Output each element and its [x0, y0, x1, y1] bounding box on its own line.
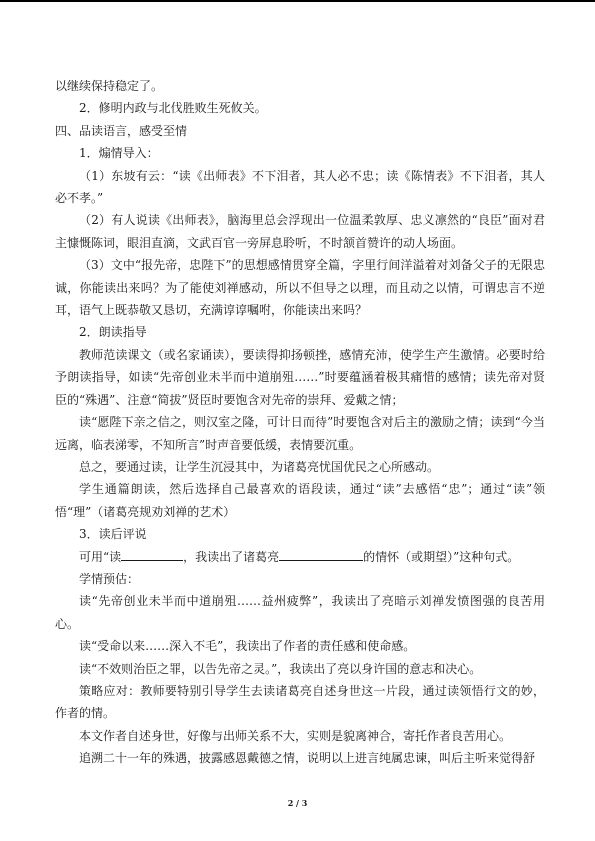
fill-sentence-part3: 的情怀（或期望）”这种句式。	[363, 549, 520, 564]
paragraph: （1）东坡有云：“读《出师表》不下泪者，其人必不忠；读《陈情表》不下泪者，其人必不孝。”	[55, 168, 545, 206]
paragraph: 教师范读课文（或名家诵读），要读得抑扬顿挫，感情充沛，使学生产生激情。必要时给予朗读指导，如读“先帝创业未半而中道崩殂……”时要蕴涵着极其痛惜的感情；读先帝对贤臣的“殊遇”、注意“简拔”贤臣时要饱含对先帝的崇拜、爱戴之情；	[55, 347, 545, 407]
top-border-line	[0, 0, 595, 2]
paragraph: 读“受命以来……深入不毛”，我读出了作者的责任感和使命感。	[79, 639, 416, 654]
paragraph: 学生通篇朗读，然后选择自己最喜欢的语段读，通过“读”去感悟“忠”；通过“读”领悟“理”（诸葛亮规劝刘禅的艺术）	[55, 482, 545, 519]
paragraph: 总之，要通过读，让学生沉浸其中，为诸葛亮忧国优民之心所感动。	[79, 459, 440, 474]
paragraph: 读“愿陛下亲之信之，则汉室之隆，可计日而待”时要饱含对后主的激励之情；读到“今当远离，临表涕零，不知所言”时声音要低缓，表情要沉重。	[55, 415, 545, 452]
paragraph: （3）文中“报先帝，忠陛下”的思想感情贯穿全篇，字里行间洋溢着对刘备父子的无限忠诚，你能读出来吗？为了能使刘禅感动，所以不但导之以理，而且动之以情，可谓忠言不逆耳，语气上既恭敬又恳切，充满谆谆嘱咐，你能读出来吗？	[55, 258, 545, 318]
paragraph-group-1	[55, 75, 545, 546]
paragraph: 3．读后评说	[79, 527, 147, 542]
paragraph: 读“不效则治臣之罪，以告先帝之灵。”，我读出了亮以身许国的意志和决心。	[79, 661, 482, 676]
paragraph: 本文作者自述身世，好像与出师关系不大，实则是貌离神合，寄托作者良苦用心。	[79, 728, 512, 743]
page-number: 2 / 3	[287, 798, 308, 808]
fill-in-sentence	[55, 546, 545, 568]
fill-blank-1	[121, 546, 183, 561]
fill-sentence-part1: 可用“读	[79, 549, 122, 564]
paragraph: 追溯二十一年的殊遇，披露感恩戴德之情，说明以上进言纯属忠谏，叫后主听来觉得舒	[79, 751, 536, 766]
paragraph-group-2	[55, 568, 545, 770]
paragraph: （2）有人说读《出师表》，脑海里总会浮现出一位温柔敦厚、忠义凛然的“良臣”面对君主慷慨陈词，眼泪直滴，文武百官一旁屏息聆听，不时颔首赞许的动人场面。	[55, 213, 545, 250]
paragraph: 学情预估：	[79, 571, 140, 586]
paragraph: 2．修明内政与北伐胜败生死攸关。	[79, 101, 267, 116]
paragraph: 读“先帝创业未半而中道崩殂……益州疲弊”，我读出了亮暗示刘禅发愤图强的良苦用心。	[55, 594, 545, 631]
paragraph: 四、品读语言，感受至情	[55, 123, 188, 138]
paragraph: 以继续保持稳定了。	[55, 79, 164, 93]
paragraph: 策略应对：教师要特别引导学生去读诸葛亮自述身世这一片段，通过读领悟行文的妙，作者的情。	[55, 683, 545, 721]
paragraph: 2．朗读指导	[79, 325, 147, 340]
fill-sentence-part2: ，我读出了诸葛亮	[183, 549, 280, 564]
paragraph: 1．煽情导入：	[79, 146, 159, 161]
document-body	[55, 75, 545, 770]
fill-blank-2	[279, 546, 363, 561]
